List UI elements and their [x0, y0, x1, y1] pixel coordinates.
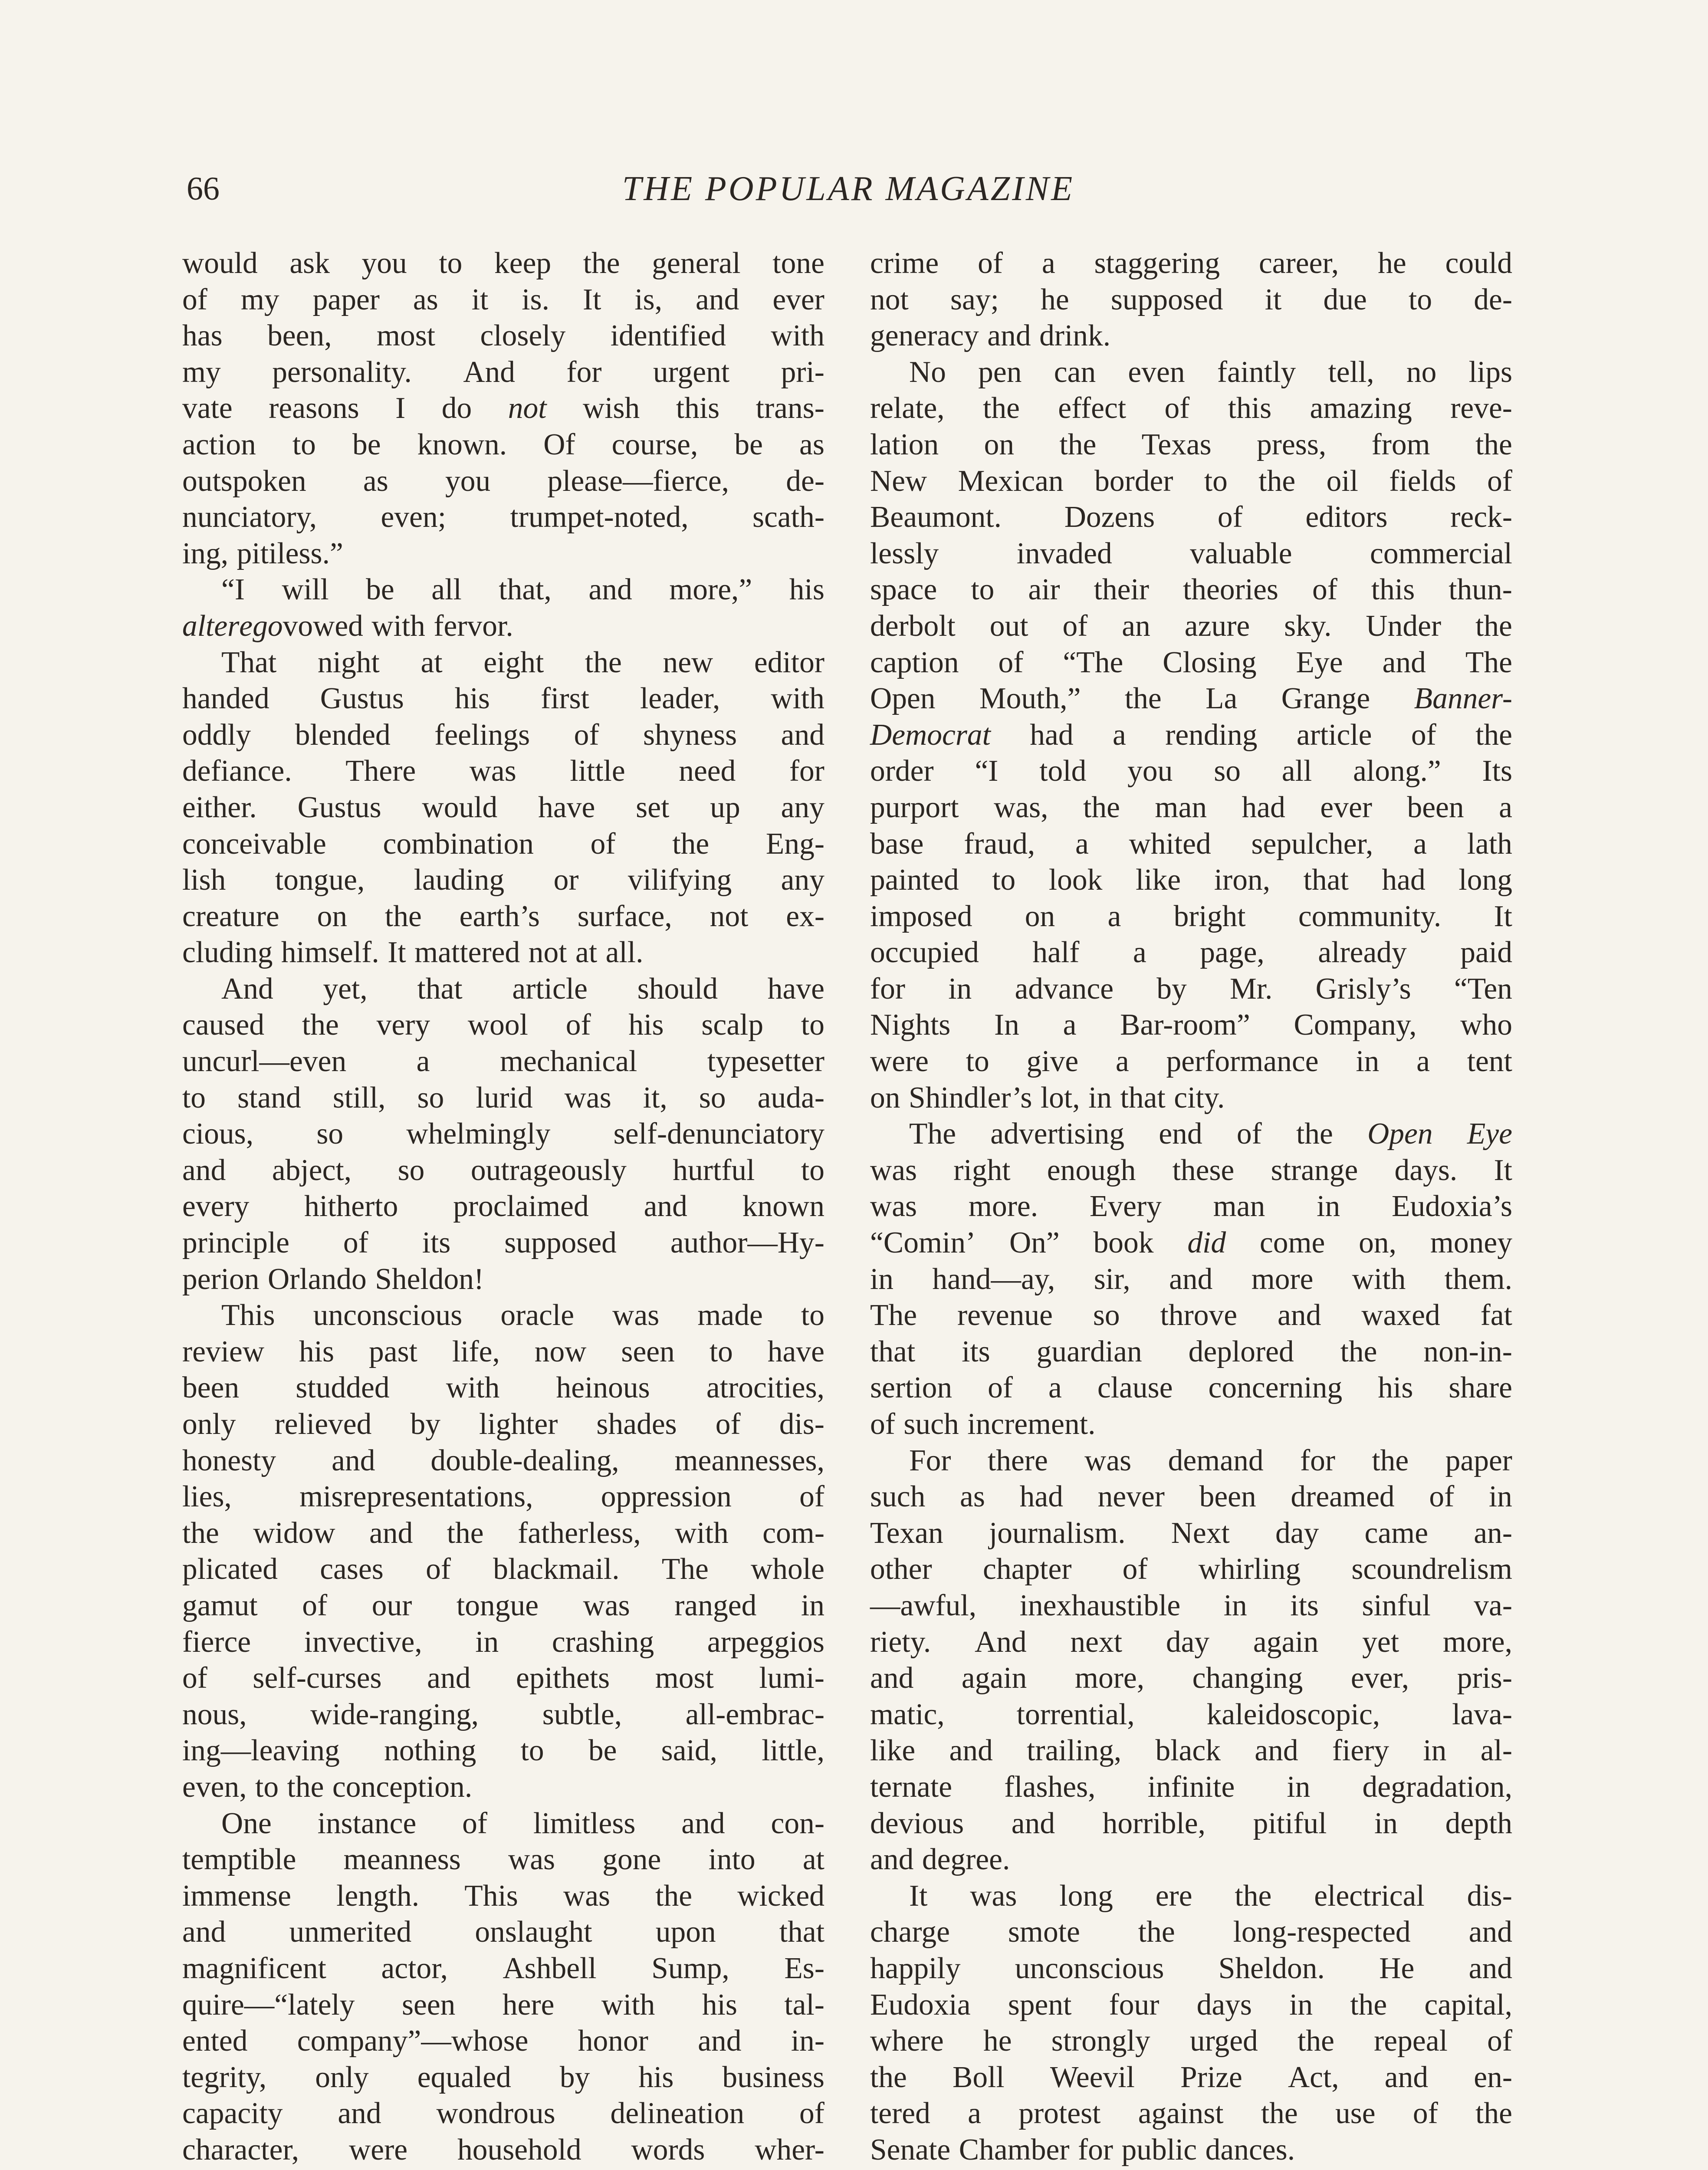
text-line: handed Gustus his first leader, with [182, 682, 824, 716]
text-line: charge smote the long-respected and [870, 1915, 1512, 1949]
text-line: plicated cases of blackmail. The whole [182, 1552, 824, 1586]
text-line: the widow and the fatherless, with com- [182, 1516, 824, 1550]
text-line: honesty and double-dealing, meannesses, [182, 1443, 824, 1477]
text-line: lessly invaded valuable commercial [870, 536, 1512, 570]
text-line: The revenue so throve and waxed fat [870, 1299, 1512, 1332]
text-line: For there was demand for the paper [909, 1443, 1512, 1477]
text-line: occupied half a page, already paid [870, 936, 1512, 970]
text-line: either. Gustus would have set up any [182, 790, 824, 824]
text-line: action to be known. Of course, be as [182, 427, 824, 461]
text-line: creature on the earth’s surface, not ex- [182, 899, 824, 933]
text-line: ented company”—whose honor and in- [182, 2024, 824, 2058]
text-line: generacy and drink. [870, 319, 1111, 353]
text-line: like and trailing, black and fiery in al- [870, 1734, 1512, 1768]
text-line: lation on the Texas press, from the [870, 427, 1512, 461]
text-line: space to air their theories of this thun- [870, 573, 1512, 607]
text-line: nunciatory, even; trumpet-noted, scath- [182, 500, 824, 534]
text-line: gamut of our tongue was ranged in [182, 1588, 824, 1622]
text-line [870, 2168, 1512, 2170]
text-line: capacity and wondrous delineation of [182, 2097, 824, 2131]
text-line: of my paper as it is. It is, and ever [182, 283, 824, 316]
text-line: such as had never been dreamed of in [870, 1480, 1512, 1514]
text-line: tegrity, only equaled by his business [182, 2060, 824, 2094]
text-line: Senate Chamber for public dances. [870, 2133, 1295, 2167]
text-line [182, 2168, 824, 2170]
text-line: and unmerited onslaught upon that [182, 1915, 824, 1949]
text-line: Texan journalism. Next day came an- [870, 1516, 1512, 1550]
text-column-left [182, 245, 824, 2170]
text-line: vate reasons I do not wish this trans- [182, 391, 824, 425]
text-line: happily unconscious Sheldon. He and [870, 1951, 1512, 1985]
text-line: fierce invective, in crashing arpeggios [182, 1625, 824, 1659]
text-line: not say; he supposed it due to de- [870, 283, 1512, 316]
text-line: that its guardian deplored the non-in- [870, 1335, 1512, 1368]
text-line: principle of its supposed author—Hy- [182, 1226, 824, 1260]
text-line: caused the very wool of his scalp to [182, 1008, 824, 1042]
text-line: in hand—ay, sir, and more with them. [870, 1262, 1512, 1296]
text-line: Democrat had a rending article of the [870, 718, 1512, 752]
text-line: caption of “The Closing Eye and The [870, 645, 1512, 679]
text-line: where he strongly urged the repeal of [870, 2024, 1512, 2058]
text-line: That night at eight the new editor [221, 645, 824, 679]
text-line: Open Mouth,” the La Grange Banner- [870, 682, 1512, 716]
text-line: was right enough these strange days. It [870, 1153, 1512, 1187]
text-line: every hitherto proclaimed and known [182, 1190, 824, 1223]
text-line: perion Orlando Sheldon! [182, 1262, 484, 1296]
text-line: It was long ere the electrical dis- [909, 1879, 1512, 1913]
text-column-right [870, 245, 1512, 2170]
running-head [187, 165, 1510, 213]
text-line: crime of a staggering career, he could [870, 247, 1512, 280]
text-line: And yet, that article should have [221, 972, 824, 1006]
text-line: ing—leaving nothing to be said, little, [182, 1734, 824, 1768]
text-line: matic, torrential, kaleidoscopic, lava- [870, 1697, 1512, 1731]
text-line: ing, pitiless.” [182, 536, 343, 570]
text-line: only relieved by lighter shades of dis- [182, 1407, 824, 1441]
text-line: The advertising end of the Open Eye [909, 1117, 1512, 1151]
text-line: defiance. There was little need for [182, 754, 824, 788]
text-line: No pen can even faintly tell, no lips [909, 355, 1512, 389]
magazine-title: THE POPULAR MAGAZINE [622, 170, 1075, 208]
text-line: to stand still, so lurid was it, so auda- [182, 1081, 824, 1115]
text-line: on Shindler’s lot, in that city. [870, 1081, 1225, 1115]
text-line: alter ego vowed with fervor. [182, 609, 513, 643]
text-line: Beaumont. Dozens of editors reck- [870, 500, 1512, 534]
text-line: One instance of limitless and con- [221, 1806, 824, 1840]
text-line: outspoken as you please—fierce, de- [182, 464, 824, 498]
text-line: New Mexican border to the oil fields of [870, 464, 1512, 498]
text-line: derbolt out of an azure sky. Under the [870, 609, 1512, 643]
text-line: my personality. And for urgent pri- [182, 355, 824, 389]
text-line: cluding himself. It mattered not at all. [182, 936, 644, 970]
text-line: —awful, inexhaustible in its sinful va- [870, 1588, 1512, 1622]
text-line: were to give a performance in a tent [870, 1045, 1512, 1078]
text-line: nous, wide-ranging, subtle, all-embrac- [182, 1697, 824, 1731]
text-line: review his past life, now seen to have [182, 1335, 824, 1368]
text-line: was more. Every man in Eudoxia’s [870, 1190, 1512, 1223]
text-line: the Boll Weevil Prize Act, and en- [870, 2060, 1512, 2094]
text-line: “Comin’ On” book did come on, money [870, 1226, 1512, 1260]
text-line: Eudoxia spent four days in the capital, [870, 1988, 1512, 2022]
text-line: order “I told you so all along.” Its [870, 754, 1512, 788]
text-line: and degree. [870, 1843, 1010, 1877]
text-line: character, were household words wher- [182, 2133, 824, 2167]
text-line: been studded with heinous atrocities, [182, 1371, 824, 1405]
text-line: Nights In a Bar-room” Company, who [870, 1008, 1512, 1042]
text-line: magnificent actor, Ashbell Sump, Es- [182, 1951, 824, 1985]
text-line: conceivable combination of the Eng- [182, 827, 824, 861]
text-line: has been, most closely identified with [182, 319, 824, 353]
text-line: sertion of a clause concerning his share [870, 1371, 1512, 1405]
text-line: and again more, changing ever, pris- [870, 1661, 1512, 1695]
text-line: immense length. This was the wicked [182, 1879, 824, 1913]
text-line: ternate flashes, infinite in degradation, [870, 1770, 1512, 1804]
text-line: riety. And next day again yet more, [870, 1625, 1512, 1659]
text-line: would ask you to keep the general tone [182, 247, 824, 280]
text-line: devious and horrible, pitiful in depth [870, 1806, 1512, 1840]
text-line: imposed on a bright community. It [870, 899, 1512, 933]
page-number: 66 [187, 171, 220, 207]
text-line: temptible meanness was gone into at [182, 1843, 824, 1877]
text-line: relate, the effect of this amazing reve- [870, 391, 1512, 425]
text-line: base fraud, a whited sepulcher, a lath [870, 827, 1512, 861]
text-line: uncurl—even a mechanical typesetter [182, 1045, 824, 1078]
text-line: oddly blended feelings of shyness and [182, 718, 824, 752]
text-line: lish tongue, lauding or vilifying any [182, 863, 824, 897]
text-line: purport was, the man had ever been a [870, 790, 1512, 824]
text-line: quire—“lately seen here with his tal- [182, 1988, 824, 2022]
text-line: painted to look like iron, that had long [870, 863, 1512, 897]
text-line: lies, misrepresentations, oppression of [182, 1480, 824, 1514]
text-line: This unconscious oracle was made to [221, 1299, 824, 1332]
text-line: of self-curses and epithets most lumi- [182, 1661, 824, 1695]
text-line: tered a protest against the use of the [870, 2097, 1512, 2131]
text-line: even, to the conception. [182, 1770, 473, 1804]
text-line: for in advance by Mr. Grisly’s “Ten [870, 972, 1512, 1006]
text-line: and abject, so outrageously hurtful to [182, 1153, 824, 1187]
text-line: other chapter of whirling scoundrelism [870, 1552, 1512, 1586]
text-line: cious, so whelmingly self-denunciatory [182, 1117, 824, 1151]
text-line: of such increment. [870, 1407, 1096, 1441]
text-line: “I will be all that, and more,” his [221, 573, 824, 607]
